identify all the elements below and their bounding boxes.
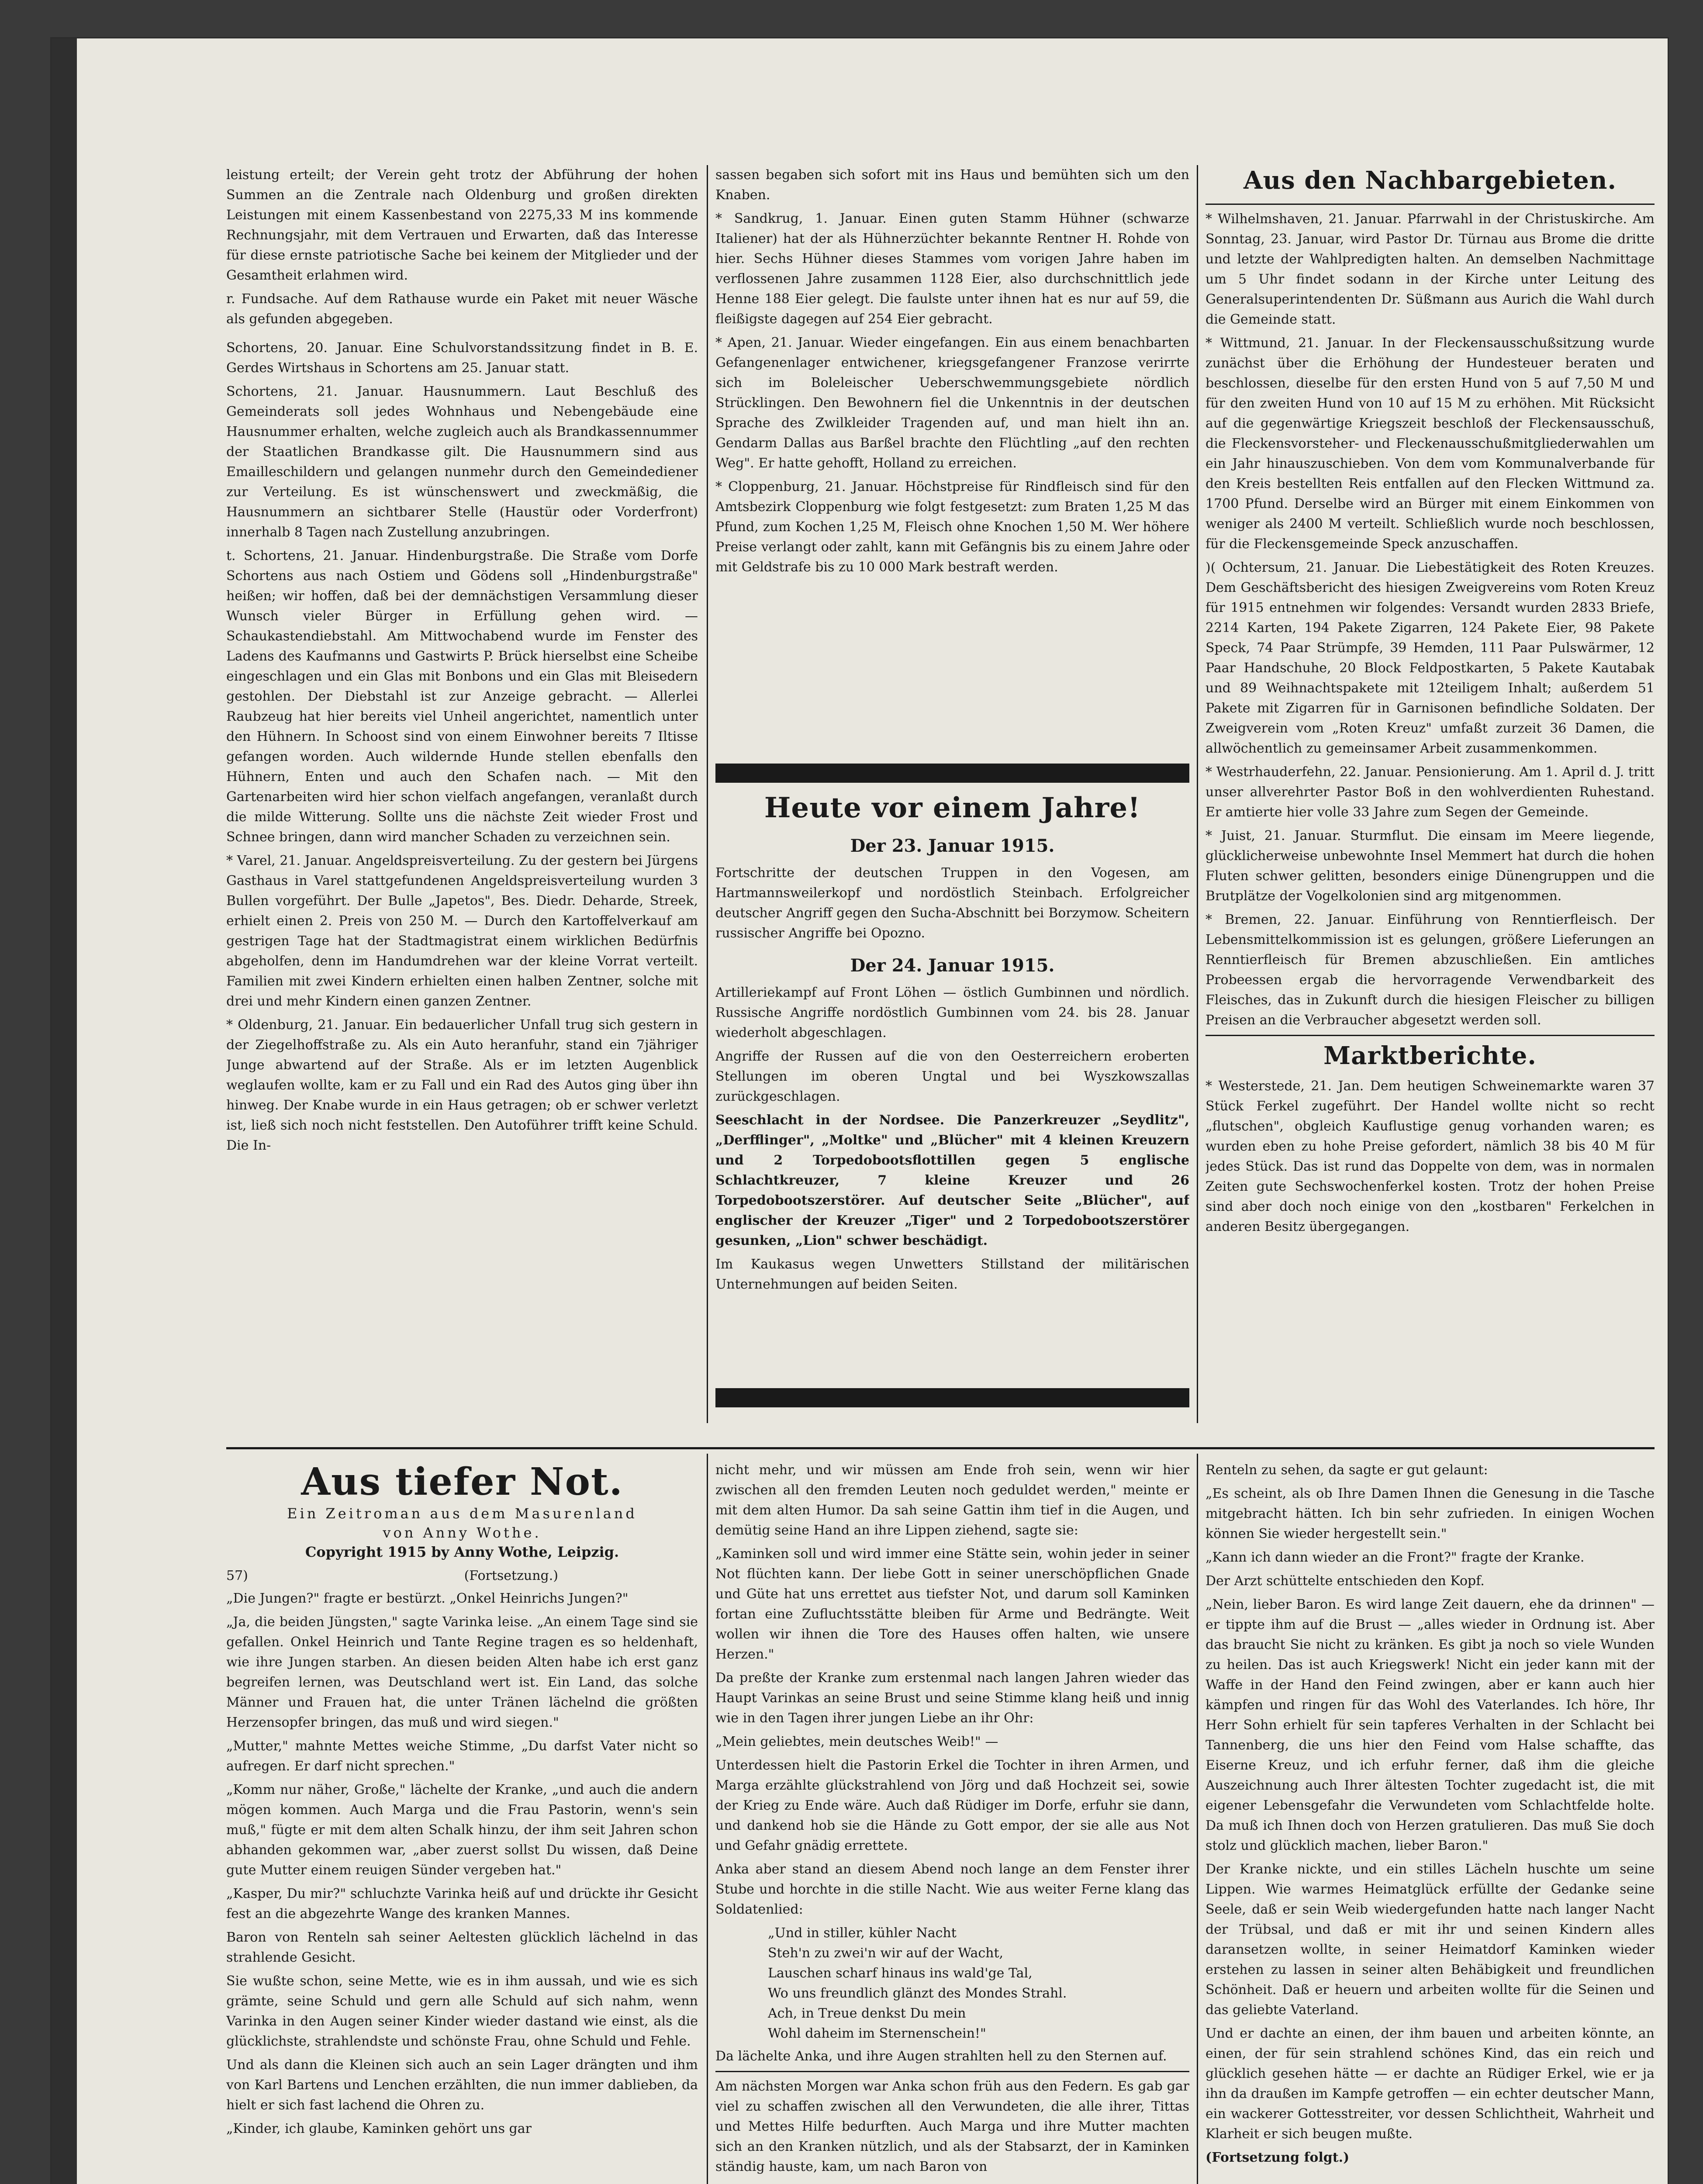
poem-line: Wo uns freundlich glänzt des Mondes Strahl.: [768, 1986, 1067, 2001]
paragraph: * Varel, 21. Januar. Angeldspreisverteilung. Zu der gestern bei Jürgens Gasthaus in Varel stattgefundenen Angeldspreisverteilung wurden 3 Bullen vorgeführt. Der Bulle „Japetos", Bes. Diedr. Deharde, Streek, erhielt einen 2. Preis von 250 M. — Durch den Kartoffelverkauf am gestrigen Tage hat der Stadtmagistrat einem wirklichen Bedürfnis abgeholfen, denn im Handumdrehen war der kleine Vorrat verteilt. Familien mit zwei Kindern erhielten einen halben Zentner, solche mit drei und mehr Kindern einen ganzen Zentner.: [226, 853, 698, 1009]
novel-meta-row: [226, 1566, 698, 1586]
heading-rule: [1206, 204, 1655, 205]
poem-line: Lauschen scharf hinaus ins wald'ge Tal,: [768, 1966, 1033, 1981]
paragraph: Am nächsten Morgen war Anka schon früh aus den Federn. Es gab gar viel zu schaffen zwischen all den Verwundeten, die alle ihrer, Tittas und Mettes Hilfe bedurften. Auch Marga und ihre Mutter machten sich an den Kranken nützlich, und als der Stabsarzt, der in Kaminken ständig hauste, kam, um nach Baron von: [715, 2079, 1189, 2174]
column-regional-news: [715, 165, 1189, 742]
paragraph: Seeschlacht in der Nordsee. Die Panzerkreuzer „Seydlitz", „Derfflinger", „Moltke" und „Blücher" mit 4 kleinen Kreuzern und 2 Torpedobootsflottillen gegen 5 englische Schlachtkreuzer, 7 kleine Kreuzer und 26 Torpedobootszerstörer. Auf deutscher Seite „Blücher", auf englischer der Kreuzer „Tiger" und 2 Torpedobootszerstörer gesunken, „Lion" schwer beschädigt.: [715, 1113, 1189, 1248]
section-heading: Aus den Nachbargebieten.: [1244, 166, 1617, 195]
paragraph: Artilleriekampf auf Front Löhen — östlich Gumbinnen und nördlich. Russische Angriffe nordöstlich Gumbinnen vom 24. bis 28. Januar wiederholt abgeschlagen.: [715, 985, 1189, 1040]
black-bar-top: [715, 764, 1189, 783]
page-binding-edge: [52, 38, 77, 2184]
paragraph: „Nein, lieber Baron. Es wird lange Zeit dauern, ehe da drinnen" — er tippte ihm auf die Brust — „alles wieder in Ordnung ist. Aber das braucht Sie nicht zu kränken. Es gibt ja noch so viele Wunden zu heilen. Das ist auch Kriegswerk! Nicht ein jeder kann mit der Waffe in der Hand den Feind zwingen, aber er kann auch hier kämpfen und ringen für das Wohl des Vaterlandes. Ich höre, Ihr Herr Sohn erhielt für sein tapferes Verhalten in der Schlacht bei Tannenberg, die uns hier den Feind vom Halse schaffte, das Eiserne Kreuz, und ich erfuhr ferner, daß ihm die gleiche Auszeichnung auch Ihrer ältesten Tochter zugedacht ist, die mit eigener Lebensgefahr die Verwundeten vom Schlachtfelde holte. Da muß ich Ihnen doch von Herzen gratulieren. Das muß Sie doch stolz und glücklich machen, lieber Baron.": [1206, 1597, 1655, 1853]
paragraph: Und er dachte an einen, der ihm bauen und arbeiten könnte, an einen, der für sein strahlend schönes Kind, das ein reich und glücklich gesehen hätte — er dachte an Rüdiger Erkel, wie er ja ihn da draußen im Kampfe getroffen — ein echter deutscher Mann, ein wackerer Gottesstreiter, vor dessen Schlichtheit, Wahrheit und Klarheit er sich beugen mußte.: [1206, 2026, 1655, 2142]
poem-line: Steh'n zu zwei'n wir auf der Wacht,: [768, 1946, 1004, 1961]
poem-line: Ach, in Treue denkst Du mein: [768, 2006, 966, 2021]
date-heading: Der 23. Januar 1915.: [850, 836, 1055, 856]
continued-note: (Fortsetzung.): [464, 1568, 558, 1583]
column-divider: [707, 165, 708, 1423]
paragraph: „Kasper, Du mir?" schluchzte Varinka heiß auf und drückte ihr Gesicht fest an die abgezehrte Wange des kranken Mannes.: [226, 1886, 698, 1921]
novel-column-2: [715, 1460, 1189, 2184]
paragraph: Baron von Renteln sah seiner Aeltesten glücklich lächelnd in das strahlende Gesicht.: [226, 1930, 698, 1965]
paragraph: „Kinder, ich glaube, Kaminken gehört uns gar: [226, 2121, 532, 2136]
poem: [715, 1923, 1189, 2044]
paragraph: * Wilhelmshaven, 21. Januar. Pfarrwahl in der Christuskirche. Am Sonntag, 23. Januar, wird Pastor Dr. Türnau aus Brome die dritte und letzte der Wahlpredigten halten. An demselben Nachmittage um 5 Uhr findet sodann in der Kirche unter Leitung des Generalsuperintendenten Dr. Süßmann aus Aurich die Wahl durch die Gemeinde statt.: [1206, 211, 1655, 327]
paragraph: t. Schortens, 21. Januar. Hindenburgstraße. Die Straße vom Dorfe Schortens aus nach Ostiem und Gödens soll „Hindenburgstraße" heißen; wir hoffen, daß bei der demnächstigen Versammlung dieser Wunsch vieler Bürger in Erfüllung gehen wird. — Schaukastendiebstahl. Am Mittwochabend wurde im Fenster des Ladens des Kaufmanns und Gastwirts P. Brück hierselbst eine Scheibe eingeschlagen und ein Glas mit Bonbons und ein Glas mit Bleisedern gestohlen. Der Diebstahl ist zur Anzeige gebracht. — Allerlei Raubzeug hat hier bereits viel Unheil angerichtet, namentlich unter den Hühnern. In Schoost sind von einem Einwohner bereits 7 Iltisse gefangen worden. Auch wildernde Hunde stellen ebenfalls den Hühnern, Enten und auch den Schafen nach. — Mit den Gartenarbeiten wird hier schon vielfach angefangen, veranlaßt durch die milde Witterung. Sollte uns die nächste Zeit wieder Frost und Schnee bringen, dann wird mancher Schaden zu verzeichnen sein.: [226, 548, 698, 845]
black-bar-bottom: [715, 1388, 1189, 1407]
paragraph: Renteln zu sehen, da sagte er gut gelaunt:: [1206, 1462, 1488, 1478]
paragraph: * Wittmund, 21. Januar. In der Fleckensausschußsitzung wurde zunächst über die Erhöhung der Hundesteuer beraten und beschlossen, dieselbe für den ersten Hund von 5 auf 7,50 M und für den zweiten Hund von 10 auf 15 M zu erhöhen. Mit Rücksicht auf die gegenwärtige Kriegszeit beschloß der Fleckensausschuß, die Fleckensvorsteher- und Fleckenausschußmitgliederwahlen um ein Jahr hinauszuschieben. Von dem vom Kommunalverbande für den Kreis bestellten Reis entfallen auf den Flecken Wittmund za. 1700 Pfund. Derselbe wird an Bürger mit einem Einkommen von weniger als 2400 M verteilt. Schließlich wurde noch beschlossen, für die Fleckensgemeinde Speck anzuschaffen.: [1206, 335, 1655, 552]
paragraph: „Kann ich dann wieder an die Front?" fragte der Kranke.: [1206, 1550, 1585, 1565]
paragraph: Und als dann die Kleinen sich auch an sein Lager drängten und ihm von Karl Bartens und Lenchen erzählten, die nun immer dablieben, da hielt er sich fast lachend die Ohren zu.: [226, 2057, 698, 2113]
paragraph: Unterdessen hielt die Pastorin Erkel die Tochter in ihren Armen, und Marga erzählte glückstrahlend von Jörg und daß Hochzeit sei, sowie der Krieg zu Ende wäre. Auch daß Rüdiger im Dorfe, erfuhr sie dann, und dankend hob sie die Hände zu Gott empor, der sie alle aus Not und Gefahr gnädig errettete.: [715, 1758, 1189, 1853]
column-nachbargebiete: [1206, 165, 1655, 1414]
paragraph: )( Ochtersum, 21. Januar. Die Liebestätigkeit des Roten Kreuzes. Dem Geschäftsbericht des hiesigen Zweigvereins vom Roten Kreuz für 1915 entnehmen wir folgendes: Versandt wurden 2833 Briefe, 2214 Karten, 194 Pakete Zigarren, 124 Pakete Eier, 98 Pakete Speck, 74 Paar Strümpfe, 39 Hemden, 111 Paar Pulswärmer, 12 Paar Handschuhe, 20 Block Feldpostkarten, 5 Pakete Kautabak und 89 Weihnachtspakete mit 12teiligem Inhalt; außerdem 51 Pakete mit Zigarren für in Garnisonen befindliche Soldaten. Der Zweigverein vom „Roten Kreuz" umfaßt zurzeit 36 Damen, die allwöchentlich zu gemeinsamer Arbeit zusammenkommen.: [1206, 560, 1655, 756]
paragraph: * Juist, 21. Januar. Sturmflut. Die einsam im Meere liegende, glücklicherweise unbewohnte Insel Memmert hat durch die hohen Fluten schwer gelitten, besonders einige Dünengruppen und die Brutplätze der Vogelkolonien sind arg mitgenommen.: [1206, 828, 1655, 904]
paragraph: „Es scheint, als ob Ihre Damen Ihnen die Genesung in die Tasche mitgebracht hätten. Ich bin sehr zufrieden. In einigen Wochen können Sie wieder hergestellt sein.": [1206, 1486, 1655, 1541]
column-divider: [707, 1454, 708, 2184]
paragraph: * Sandkrug, 1. Januar. Einen guten Stamm Hühner (schwarze Italiener) hat der als Hühnerzüchter bekannte Rentner H. Rohde von hier. Sechs Hühner dieses Stammes vom vorigen Jahre haben im verflossenen Jahre zusammen 1128 Eier, also durchschnittlich jede Henne 188 Eier gelegt. Die faulste unter ihnen hat es nur auf 59, die fleißigste dagegen auf 254 Eier gebracht.: [715, 211, 1189, 327]
paragraph: „Ja, die beiden Jüngsten," sagte Varinka leise. „An einem Tage sind sie gefallen. Onkel Heinrich und Tante Regine tragen es so heldenhaft, wie ihre Jungen starben. An diesen beiden Alten habe ich erst ganz begreifen lernen, was Deutschland wert ist. Ein Land, das solche Männer und Frauen hat, die unter Tränen lächelnd die größten Herzensopfer bringen, das muß und wird siegen.": [226, 1614, 698, 1730]
section-heading: Marktberichte.: [1323, 1041, 1537, 1070]
paragraph: Der Arzt schüttelte entschieden den Kopf.: [1206, 1573, 1485, 1589]
novel-author: von Anny Wothe.: [383, 1524, 542, 1541]
novel-copyright: Copyright 1915 by Anny Wothe, Leipzig.: [305, 1544, 619, 1560]
novel-subtitle: Ein Zeitroman aus dem Masurenland: [287, 1505, 637, 1522]
paragraph: „Mein geliebtes, mein deutsches Weib!" —: [715, 1734, 998, 1749]
paragraph: Da lächelte Anka, und ihre Augen strahlten hell zu den Sternen auf.: [715, 2049, 1167, 2064]
paragraph: „Mutter," mahnte Mettes weiche Stimme, „Du darfst Vater nicht so aufregen. Er darf nicht sprechen.": [226, 1738, 698, 1774]
paragraph: Schortens, 20. Januar. Eine Schulvorstandssitzung findet in B. E. Gerdes Wirtshaus in Schortens am 25. Januar statt.: [226, 340, 698, 376]
novel-column-3: [1206, 1460, 1655, 2184]
paragraph: r. Fundsache. Auf dem Rathause wurde ein Paket mit neuer Wäsche als gefunden abgegeben.: [226, 291, 698, 327]
paragraph: sassen begaben sich sofort mit ins Haus und bemühten sich um den Knaben.: [715, 167, 1189, 203]
paragraph: „Kaminken soll und wird immer eine Stätte sein, wohin jeder in seiner Not flüchten kann. Der liebe Gott in seiner unerschöpflichen Gnade und Güte hat uns errettet aus tiefster Not, und darum soll Kaminken fortan eine Zufluchtsstätte bleiben für Arme und Bedrängte. Weit wollen wir ihnen die Tore des Hauses offen halten, wie unsere Herzen.": [715, 1546, 1189, 1662]
column-divider: [1197, 165, 1198, 1423]
paragraph: „Komm nur näher, Große," lächelte der Kranke, „und auch die andern mögen kommen. Auch Marga und die Frau Pastorin, wenn's sein muß," fügte er mit dem alten Schalk hinzu, der ihm seit Jahren schon abhanden gekommen war, „aber zuerst sollst Du wissen, daß Deine gute Mutter einem reuigen Sünder vergeben hat.": [226, 1782, 698, 1878]
heute-vor-einem-jahre-box: [715, 790, 1189, 1384]
paragraph: Angriffe der Russen auf die von den Oesterreichern eroberten Stellungen im oberen Ungtal und bei Wyszkowszallas zurückgeschlagen.: [715, 1049, 1189, 1104]
section-rule: [1206, 1035, 1655, 1036]
novel-column-1: [226, 1460, 698, 2184]
page-content: [226, 165, 1655, 2184]
installment-number: 57): [226, 1568, 248, 1583]
paragraph: Anka aber stand an diesem Abend noch lange an dem Fenster ihrer Stube und horchte in die stille Nacht. Wie aus weiter Ferne klang das Soldatenlied:: [715, 1862, 1189, 1917]
poem-line: „Und in stiller, kühler Nacht: [768, 1925, 957, 1941]
paragraph: „Die Jungen?" fragte er bestürzt. „Onkel Heinrichs Jungen?": [226, 1591, 629, 1606]
paragraph: * Oldenburg, 21. Januar. Ein bedauerlicher Unfall trug sich gestern in der Ziegelhoffstraße zu. Als ein Auto heranfuhr, stand ein 7jähriger Junge abwartend auf der Straße. Als er im letzten Augenblick weglaufen wollte, kam er zu Fall und ein Rad des Autos ging über ihn hinweg. Der Knabe wurde in ein Haus getragen; ob er schwer verletzt ist, ließ sich noch nicht feststellen. Den Autoführer trifft keine Schuld. Die In-: [226, 1017, 698, 1153]
newspaper-page: [52, 38, 1668, 2184]
column-divider: [1197, 1454, 1198, 2184]
paragraph: Der Kranke nickte, und ein stilles Lächeln huschte um seine Lippen. Wie warmes Heimatglück erfüllte der Gedanke seine Seele, daß er sein Weib wiedergefunden hatte nach langer Nacht der Trübsal, und daß er mit ihr und seinen Kindern alles daransetzen wollte, in seiner Heimatdorf Kaminken wieder erstehen zu lassen in seiner alten Behäbigkeit und freundlichen Schönheit. Daß er heuern und arbeiten wollte für die Seinen und das geliebte Vaterland.: [1206, 1862, 1655, 2018]
paragraph: * Cloppenburg, 21. Januar. Höchstpreise für Rindfleisch sind für den Amtsbezirk Cloppenburg wie folgt festgesetzt: zum Braten 1,25 M das Pfund, zum Kochen 1,25 M, Fleisch ohne Knochen 1,50 M. Wer höhere Preise verlangt oder zahlt, kann mit Gefängnis bis zu einem Jahre oder mit Geldstrafe bis zu 10 000 Mark bestraft werden.: [715, 479, 1189, 575]
continued-next: (Fortsetzung folgt.): [1206, 2150, 1350, 2165]
date-heading: Der 24. Januar 1915.: [850, 955, 1055, 976]
paragraph: * Apen, 21. Januar. Wieder eingefangen. Ein aus einem benachbarten Gefangenenlager entwichener, kriegsgefangener Franzose verirrte sich im Boleleischer Ueberschwemmungsgebiete nördlich Strücklingen. Den Bewohnern fiel die Unkenntnis in der deutschen Sprache des Zwilkleider Tragenden auf, und man hielt ihn an. Gendarm Dallas aus Barßel brachte den Flüchtling „auf den rechten Weg". Er hatte gehofft, Holland zu erreichen.: [715, 335, 1189, 471]
paragraph: Sie wußte schon, seine Mette, wie es in ihm aussah, und wie es sich grämte, seine Schuld und gern alle Schuld auf sich nahm, wenn Varinka in den Augen seiner Kinder wieder dastand wie einst, als die glücklichste, strahlendste und schönste Frau, ohne Schuld und Fehle.: [226, 1973, 698, 2049]
poem-line: Wohl daheim im Sternenschein!": [768, 2026, 986, 2041]
feuilleton-separator: [226, 1447, 1655, 1449]
paragraph: Fortschritte der deutschen Truppen in den Vogesen, am Hartmannsweilerkopf und nordöstlich Steinbach. Erfolgreicher deutscher Angriff gegen den Sucha-Abschnitt bei Borzymow. Scheitern russischer Angriffe bei Opozno.: [715, 865, 1189, 941]
paragraph: Schortens, 21. Januar. Hausnummern. Laut Beschluß des Gemeinderats soll jedes Wohnhaus und Nebengebäude eine Hausnummer erhalten, welche zugleich auch als Brandkassennummer der Staatlichen Brandkasse gilt. Die Hausnummern sind aus Emailleschildern und gelangen nunmehr durch den Gemeindediener zur Verteilung. Es ist wünschenswert und zweckmäßig, die Hausnummern an sichtbarer Stelle (Haustür oder Vorderfront) innerhalb 8 Tagen nach Zustellung anzubringen.: [226, 384, 698, 540]
heute-title: Heute vor einem Jahre!: [764, 791, 1141, 824]
novel-title: Aus tiefer Not.: [301, 1460, 623, 1504]
paragraph: nicht mehr, und wir müssen am Ende froh sein, wenn wir hier zwischen all den fremden Leuten noch geduldet werden," meinte er mit dem alten Humor. Da sah seine Gattin ihm tief in die Augen, und demütig seine Hand an ihre Lippen ziehend, sagte sie:: [715, 1462, 1189, 1538]
scene-break-rule: [715, 2071, 1189, 2072]
paragraph: leistung erteilt; der Verein geht trotz der Abführung der hohen Summen an die Zentrale nach Oldenburg und großen direkten Leistungen mit einem Kassenbestand von 2275,33 M ins kommende Rechnungsjahr, mit dem Vertrauen und Erwarten, daß das Interesse für diese ernste patriotische Sache bei keinem der Mitglieder und der Gesamtheit erlahmen wird.: [226, 167, 698, 283]
paragraph: Da preßte der Kranke zum erstenmal nach langen Jahren wieder das Haupt Varinkas an seine Brust und seine Stimme klang heiß und innig wie in den Tagen ihrer jungen Liebe an ihr Ohr:: [715, 1670, 1189, 1726]
paragraph: * Westrhauderfehn, 22. Januar. Pensionierung. Am 1. April d. J. tritt unser allverehrter Pastor Boß in den wohlverdienten Ruhestand. Er amtierte hier volle 33 Jahre zum Segen der Gemeinde.: [1206, 764, 1655, 820]
paragraph: * Westerstede, 21. Jan. Dem heutigen Schweinemarkte waren 37 Stück Ferkel zugeführt. Der Handel wollte nicht so recht „flutschen", obgleich Kauflustige genug vorhanden waren; es wurden eben zu hohe Preise gefordert, nämlich 38 bis 40 M für jedes Stück. Das ist rund das Doppelte von dem, was in normalen Zeiten gute Sechswochenferkel kosten. Trotz der hohen Preise sind aber doch noch einige von den „kostbaren" Ferkelchen in anderen Besitz übergegangen.: [1206, 1078, 1655, 1234]
paragraph: * Bremen, 22. Januar. Einführung von Renntierfleisch. Der Lebensmittelkommission ist es gelungen, größere Lieferungen an Renntierfleisch für Bremen abzuschließen. Ein amtliches Probeessen ergab die hervorragende Verwendbarkeit des Fleisches, das in Zukunft durch die hiesigen Fleischer zu billigen Preisen an die Verbraucher abgesetzt werden soll.: [1206, 912, 1655, 1028]
column-local-news: [226, 165, 698, 1410]
paragraph: Im Kaukasus wegen Unwetters Stillstand der militärischen Unternehmungen auf beiden Seiten.: [715, 1257, 1189, 1292]
